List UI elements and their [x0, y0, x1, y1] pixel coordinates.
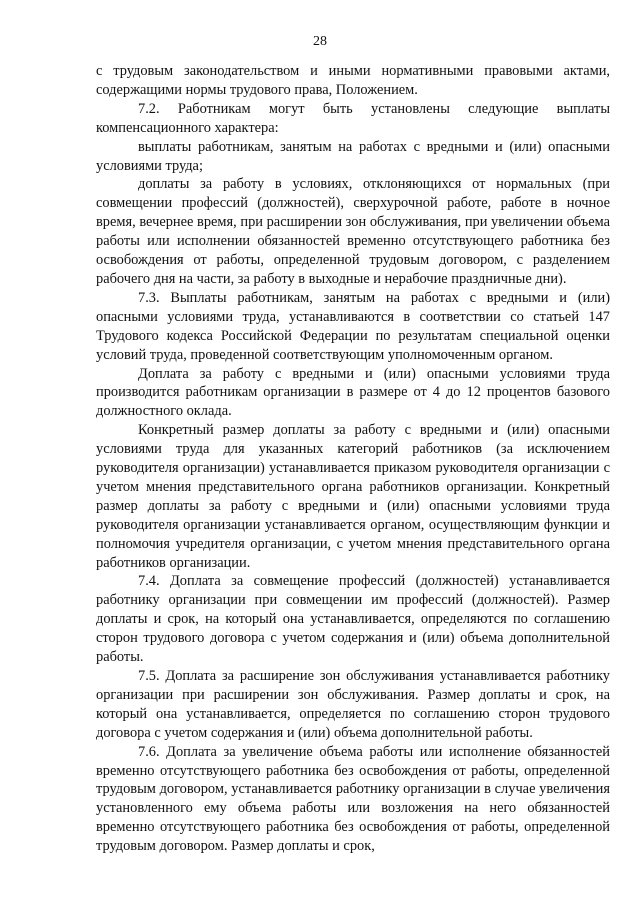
paragraph-hazard-rate: Доплата за работу с вредными и (или) опасными условиями труда производится работникам организации в размере от 4 до 12 процентов базового должностного оклада.	[96, 365, 610, 420]
paragraph-deviation-payments: доплаты за работу в условиях, отклоняющихся от нормальных (при совмещении профессий (должностей), сверхурочной работе, работе в ночное время, вечернее время, при расширении зон обслуживания, при увеличении объема работы или исполнении обязанностей временно отсутствующего работника без освобождения от работы, определенной трудовым договором, с разделением рабочего дня на части, за работу в выходные и нерабочие праздничные дни).	[96, 176, 610, 287]
paragraph-7-3: 7.3. Выплаты работникам, занятым на работах с вредными и (или) опасными условиями труда, устанавливаются в соответствии со статьей 147 Трудового кодекса Российской Федерации по результатам специальной оценки условий труда, проведенной соответствующим уполномоченным органом.	[96, 289, 610, 363]
paragraph-continuation: с трудовым законодательством и иными нормативными правовыми актами, содержащими нормы трудового права, Положением.	[96, 63, 610, 98]
paragraph-hazard-payments: выплаты работникам, занятым на работах с вредными и (или) опасными условиями труда;	[96, 138, 610, 174]
paragraph-7-2: 7.2. Работникам могут быть установлены следующие выплаты компенсационного характера:	[96, 100, 610, 136]
page-number: 28	[313, 34, 327, 49]
body-text	[96, 62, 610, 856]
paragraph-7-4: 7.4. Доплата за совмещение профессий (должностей) устанавливается работнику организации при совмещении им профессий (должностей). Размер доплаты и срок, на который она устанавливается, определяются по соглашению сторон трудового договора с учетом содержания и (или) объема дополнительной работы.	[96, 573, 610, 666]
paragraph-7-6: 7.6. Доплата за увеличение объема работы или исполнение обязанностей временно отсутствующего работника без освобождения от работы, определенной трудовым договором, устанавливается работнику организации в случае увеличения установленного ему объема работы или возложения на него обязанностей временно отсутствующего работника без освобождения от работы, определенной трудовым договором. Размер доплаты и срок,	[96, 743, 610, 855]
paragraph-7-5: 7.5. Доплата за расширение зон обслуживания устанавливается работнику организации при расширении зон обслуживания. Размер доплаты и срок, на который она устанавливается, определяется по соглашению сторон трудового договора с учетом содержания и (или) объема дополнительной работы.	[96, 668, 610, 741]
paragraph-hazard-specific-amount: Конкретный размер доплаты за работу с вредными и (или) опасными условиями труда для указанных категорий работников (за исключением руководителя организации) устанавливается приказом руководителя организации с учетом мнения представительного органа работников организации. Конкретный размер доплаты за работу с вредными и (или) опасными условиями труда руководителя организации устанавливается органом, осуществляющим функции и полномочия учредителя организации, с учетом мнения представительного органа работников организации.	[96, 422, 610, 571]
